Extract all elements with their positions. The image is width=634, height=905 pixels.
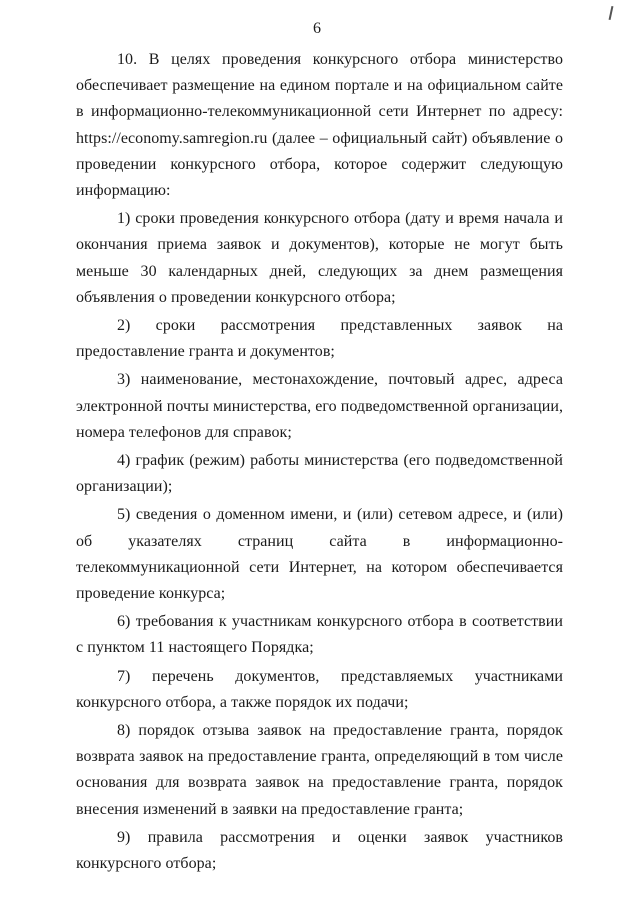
list-item-4: 4) график (режим) работы министерства (его подведомственной организации); [76,452,563,496]
list-item-3: 3) наименование, местонахождение, почтовый адрес, адреса электронной почты министерства, его подведомственной организации, номера телефонов для справок; [76,371,563,441]
page-number: 6 [313,20,321,37]
list-item-7: 7) перечень документов, представляемых участниками конкурсного отбора, а также порядок их подачи; [76,667,563,711]
list-item-5: 5) сведения о доменном имени, и (или) сетевом адресе, и (или) об указателях страниц сайта в информационно-телекоммуникационной сети Интернет, на котором обеспечивается проведение конкурса; [76,506,563,603]
paragraph-item-10: 10. В целях проведения конкурсного отбора министерство обеспечивает размещение на едином портале и на официальном сайте в информационно-телекоммуникационной сети Интернет по адресу: https://economy.samregion.ru (далее – официальный сайт) объявление о проведении конкурсного отбора, которое содержит следующую информацию: [76,51,563,200]
document-body [76,47,563,879]
scan-artifact [609,6,614,20]
list-item-2: 2) сроки рассмотрения представленных заявок на предоставление гранта и документов; [76,317,563,361]
list-item-9: 9) правила рассмотрения и оценки заявок участников конкурсного отбора; [76,828,563,873]
list-item-1: 1) сроки проведения конкурсного отбора (дату и время начала и окончания приема заявок и документов), которые не могут быть меньше 30 календарных дней, следующих за днем размещения объявления о проведении конкурсного отбора; [76,210,563,306]
list-item-8: 8) порядок отзыва заявок на предоставление гранта, порядок возврата заявок на предоставление гранта, определяющий в том числе основания для возврата заявок на предоставление гранта, порядок внесения изменений в заявки на предоставление гранта; [76,722,563,818]
list-item-6: 6) требования к участникам конкурсного отбора в соответствии с пунктом 11 настоящего Порядка; [76,613,563,657]
